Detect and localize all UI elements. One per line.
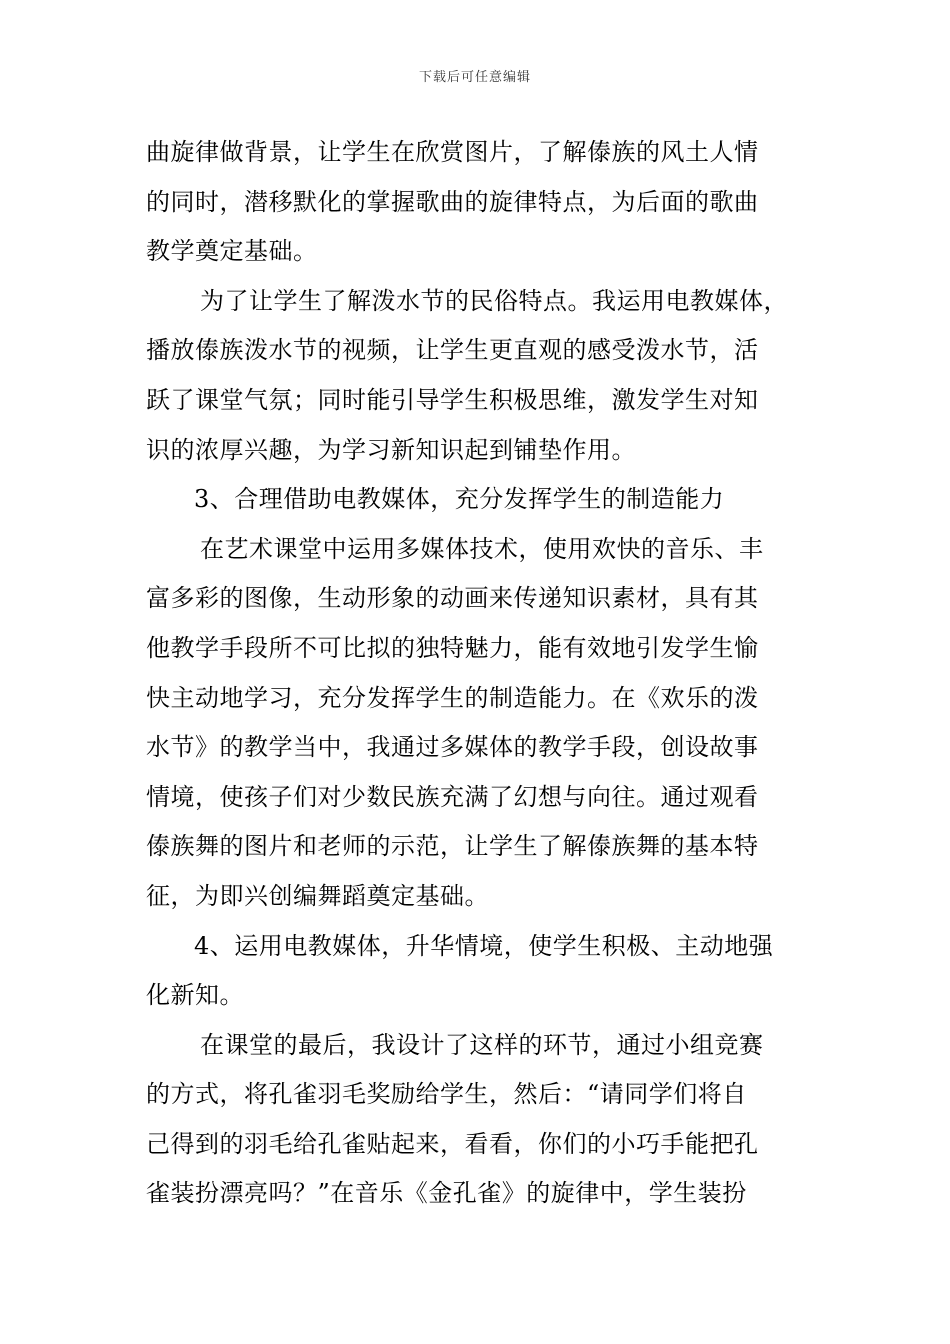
body-text [146, 128, 810, 1219]
text-line: 己得到的羽毛给孔雀贴起来，看看，你们的小巧手能把孔 [146, 1129, 759, 1158]
text-line: 傣族舞的图片和老师的示范，让学生了解傣族舞的基本特 [146, 832, 759, 861]
text-line: 识的浓厚兴趣，为学习新知识起到铺垫作用。 [146, 435, 636, 464]
text-line: 化新知。 [146, 981, 244, 1010]
text-line: 他教学手段所不可比拟的独特魅力，能有效地引发学生愉 [146, 633, 759, 662]
section-heading-4: 4、运用电教媒体，升华情境，使学生积极、主动地强 [194, 931, 774, 960]
text-line: 跃了课堂气氛；同时能引导学生积极思维，激发学生对知 [146, 385, 759, 414]
text-line: 雀装扮漂亮吗？”在音乐《金孔雀》的旋律中，学生装扮 [146, 1179, 747, 1208]
text-line: 曲旋律做背景，让学生在欣赏图片，了解傣族的风土人情 [146, 138, 759, 166]
text-line: 教学奠定基础。 [146, 237, 318, 266]
paragraph-start-line: 在艺术课堂中运用多媒体技术，使用欢快的音乐、丰 [200, 534, 764, 563]
text-line: 情境，使孩子们对少数民族充满了幻想与向往。通过观看 [146, 782, 759, 811]
page-header: 下载后可任意编辑 [418, 70, 531, 85]
paragraph-start-line: 为了让学生了解泼水节的民俗特点。我运用电教媒体， [200, 286, 788, 315]
text-line: 富多彩的图像，生动形象的动画来传递知识素材，具有其 [146, 584, 759, 613]
text-line: 的方式，将孔雀羽毛奖励给学生，然后：“请同学们将自 [146, 1080, 747, 1109]
text-line: 播放傣族泼水节的视频，让学生更直观的感受泼水节，活 [146, 336, 759, 365]
text-line: 的同时，潜移默化的掌握歌曲的旋律特点，为后面的歌曲 [146, 187, 759, 216]
paragraph-start-line: 在课堂的最后，我设计了这样的环节，通过小组竞赛 [200, 1030, 764, 1059]
text-line: 征，为即兴创编舞蹈奠定基础。 [146, 881, 489, 910]
text-line: 快主动地学习，充分发挥学生的制造能力。在《欢乐的泼 [146, 683, 759, 712]
section-heading-3: 3、合理借助电教媒体，充分发挥学生的制造能力 [194, 485, 725, 514]
text-line: 水节》的教学当中，我通过多媒体的教学手段，创设故事 [146, 733, 759, 762]
